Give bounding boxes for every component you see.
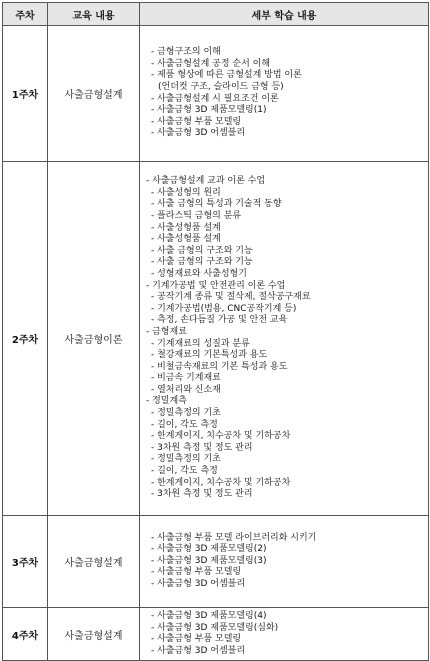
detail-line: - 플라스틱 금형의 분류: [151, 210, 242, 221]
table-body: [3, 26, 429, 661]
detail-line: - 한계게이지, 치수공차 및 기하공차: [151, 477, 291, 488]
table-row: [3, 608, 429, 661]
topic-label: 사출금형설계: [48, 516, 140, 608]
detail-line: - 사출 금형의 특성과 기술적 동향: [151, 199, 282, 210]
detail-line: - 사출금형 3D 제품모델링(4): [151, 611, 267, 621]
detail-line: - 공작기계 종류 및 절삭제, 절삭공구재료: [151, 292, 311, 303]
detail-line: - 사출금형설계 교과 이론 수업: [146, 176, 266, 187]
detail-line: - 한계게이지, 치수공차 및 기하공차: [151, 431, 291, 442]
detail-line: - 제품 형상에 따른 금형설계 방법 이론: [151, 70, 302, 81]
detail-line: - 사출성형품 설계: [151, 234, 221, 245]
detail-line: - 기계가공법(범용, CNC공작기계 등): [151, 303, 297, 314]
detail-line: - 사출금형설계 공정 순서 이해: [151, 58, 271, 69]
detail-line: - 사출금형 부품 모델 라이브러리화 시키기: [151, 532, 317, 543]
detail-line: - 정밀측정의 기초: [151, 454, 221, 465]
detail-line: - 사출 금형의 구조와 기능: [151, 257, 253, 268]
header-details: 세부 학습 내용: [140, 3, 429, 26]
header-row: [3, 3, 429, 26]
week-label: 3주차: [3, 516, 48, 608]
syllabus-table: [2, 2, 429, 661]
details-cell: [140, 516, 429, 608]
week-label: 2주차: [3, 162, 48, 516]
detail-line: - 금형재료: [146, 326, 187, 337]
details-cell: [140, 162, 429, 516]
detail-line: - 철강재료의 기본특성과 용도: [151, 350, 268, 361]
detail-line: - 길이, 각도 측정: [151, 466, 218, 477]
detail-line: - 사출금형 3D 어셈블리: [151, 645, 246, 656]
detail-line: - 사출 금형의 구조와 기능: [151, 245, 253, 256]
detail-line: - 금형구조의 이해: [151, 47, 221, 58]
topic-label: 사출금형이론: [48, 162, 140, 516]
detail-line: - 사출금형 3D 제품모델링(1): [151, 105, 267, 116]
details-cell: [140, 26, 429, 162]
detail-line: - 3차원 측정 및 정도 관리: [151, 442, 253, 453]
detail-line: - 열처리와 신소재: [151, 384, 221, 395]
detail-line: (언더컷 구조, 슬라이드 금형 등): [158, 81, 284, 92]
detail-line: - 사출금형 3D 어셈블리: [151, 128, 246, 139]
week-label: 1주차: [3, 26, 48, 162]
detail-line: - 사출금형 부품 모델링: [151, 116, 242, 127]
detail-line: - 길이, 각도 측정: [151, 419, 218, 430]
detail-line: - 정밀측정의 기초: [151, 408, 221, 419]
header-topic: 교육 내용: [48, 3, 140, 26]
detail-line: - 비금속 기계재료: [151, 373, 221, 384]
detail-line: - 측정, 손다듬질 가공 및 안전 교육: [151, 315, 288, 326]
table-row: [3, 26, 429, 162]
detail-line: - 사출금형 3D 제품모델링(2): [151, 544, 267, 555]
table-row: [3, 516, 429, 608]
week-label: 4주차: [3, 608, 48, 661]
detail-line: - 사출성형품 설계: [151, 222, 221, 233]
topic-label: 사출금형설계: [48, 608, 140, 661]
detail-line: - 사출금형설계 시 필요조건 이론: [151, 93, 279, 104]
detail-line: - 사출금형 3D 제품모델링(3): [151, 555, 267, 566]
detail-line: - 사출금형 부품 모델링: [151, 567, 242, 578]
details-cell: [140, 608, 429, 661]
detail-line: - 3차원 측정 및 정도 관리: [151, 489, 253, 500]
header-week: 주차: [3, 3, 48, 26]
detail-line: - 정밀계측: [146, 396, 187, 407]
topic-label: 사출금형설계: [48, 26, 140, 162]
detail-line: - 성형재료와 사출성형기: [151, 268, 247, 279]
detail-line: - 기계재료의 성질과 분류: [151, 338, 250, 349]
detail-line: - 사출금형 3D 어셈블리: [151, 578, 246, 589]
detail-line: - 기계가공법 및 안전관리 이론 수업: [146, 280, 286, 291]
detail-line: - 사출금형 3D 제품모델링(심화): [151, 622, 279, 633]
table-row: [3, 162, 429, 516]
detail-line: - 사출성형의 원리: [151, 187, 221, 198]
detail-line: - 비철금속재료의 기본 특성과 용도: [151, 361, 288, 372]
detail-line: - 사출금형 부품 모델링: [151, 634, 242, 645]
